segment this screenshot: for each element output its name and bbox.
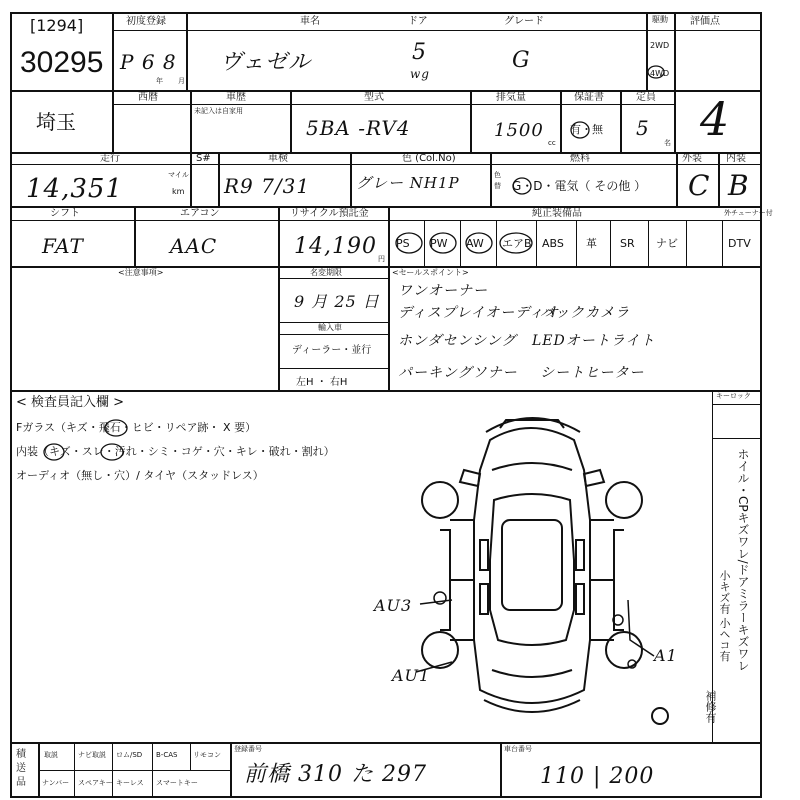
reg-no-label: 登録番号 bbox=[234, 745, 262, 753]
sales-point: シートヒーター bbox=[540, 365, 645, 381]
score-label: 評価点 bbox=[690, 16, 720, 27]
caution-label: <注意事項> bbox=[118, 268, 164, 277]
sales-label: <セールスポイント> bbox=[392, 268, 469, 277]
item-smart-key: スマートキー bbox=[156, 779, 198, 787]
name-change-label: 名変期限 bbox=[310, 268, 342, 277]
model-year-label: 西暦 bbox=[138, 92, 158, 103]
displacement: 1500 bbox=[494, 120, 544, 141]
equip-navi: ナビ bbox=[656, 237, 678, 250]
interior-label: 内装 bbox=[726, 153, 746, 164]
shift: FAT bbox=[42, 234, 84, 258]
exterior-label: 外装 bbox=[682, 153, 702, 164]
steering: 左H ・ 右H bbox=[296, 377, 348, 388]
item-spare-key: スペアキー bbox=[78, 779, 113, 787]
name-change: 9 月 25 日 bbox=[294, 292, 380, 311]
equip-ps: PS bbox=[396, 237, 410, 250]
lot-number: 30295 bbox=[20, 46, 104, 79]
item-navi-manual: ナビ取説 bbox=[78, 751, 106, 759]
year-unit: 年 bbox=[156, 77, 163, 85]
grade-label: グレード bbox=[504, 16, 544, 27]
color: グレー NH1P bbox=[356, 174, 460, 192]
inspector-line-1: Fガラス（キズ・飛石・ヒビ・リペア跡・ X 要） bbox=[16, 421, 257, 434]
mile-label: マイル bbox=[168, 171, 189, 179]
mileage-label: 走行 bbox=[100, 153, 120, 164]
equip-aw: AW bbox=[466, 237, 484, 250]
reg-no: 前橋 310 た 297 bbox=[244, 762, 427, 787]
history-label: 車歴 bbox=[226, 92, 246, 103]
drive-4wd: 4WD bbox=[650, 69, 670, 78]
interior: B bbox=[728, 169, 750, 202]
key-lock-label: キーロック bbox=[716, 392, 751, 400]
item-manual: 取説 bbox=[44, 751, 58, 759]
sales-point: ホンダセンシング bbox=[398, 333, 517, 349]
side-note-3: 補修有 bbox=[704, 690, 717, 723]
equip-dtv: DTV bbox=[728, 237, 751, 250]
lot-prefix: [1294] bbox=[30, 16, 84, 35]
cc-unit: cc bbox=[548, 139, 556, 147]
item-rom-sd: ロム/SD bbox=[116, 751, 143, 759]
item-number: ナンバー bbox=[42, 779, 70, 787]
import-dealer: ディーラー・並行 bbox=[292, 345, 372, 356]
damage-mark: AU1 bbox=[392, 666, 431, 685]
capacity-unit: 名 bbox=[664, 139, 671, 147]
recycle-label: リサイクル預託金 bbox=[290, 208, 369, 219]
side-note: ホイル・CPキズワレ/ドアミラーキズワレ bbox=[736, 448, 750, 672]
type-label: 型式 bbox=[364, 92, 384, 103]
first-reg-label: 初度登録 bbox=[126, 16, 166, 27]
fuel: G・D・電気（ その他 ） bbox=[512, 179, 647, 193]
displacement-label: 排気量 bbox=[496, 92, 526, 103]
ac: AAC bbox=[170, 234, 218, 258]
chassis: 110 | 200 bbox=[540, 764, 655, 789]
recycle: 14,190 bbox=[294, 234, 377, 259]
inspection: R9 7/31 bbox=[224, 174, 311, 198]
door-label: ドア bbox=[408, 16, 428, 27]
import-label: 輸入車 bbox=[318, 323, 342, 332]
month-unit: 月 bbox=[178, 77, 185, 85]
repaint: 色替 bbox=[494, 171, 501, 190]
inspection-label: 車検 bbox=[268, 153, 288, 164]
warranty: 有・無 bbox=[570, 123, 603, 136]
damage-mark: A1 bbox=[654, 646, 678, 665]
exterior: C bbox=[688, 169, 711, 202]
equip-sr: SR bbox=[620, 237, 635, 250]
doors: 5 bbox=[412, 40, 427, 65]
car-name-label: 車名 bbox=[300, 16, 320, 27]
item-remote: リモコン bbox=[193, 751, 221, 759]
equip-pw: PW bbox=[430, 237, 448, 250]
sales-point: LEDオートライト bbox=[532, 333, 656, 349]
equip-label: 純正装備品 bbox=[532, 208, 582, 219]
tuner-label: 外チューナー付 bbox=[724, 209, 773, 217]
mileage: 14,351 bbox=[26, 174, 123, 204]
chassis-label: 車台番号 bbox=[504, 745, 532, 753]
capacity-label: 定員 bbox=[636, 92, 656, 103]
item-keyless: キーレス bbox=[116, 779, 144, 787]
drive-2wd: 2WD bbox=[650, 41, 670, 50]
inspector-title: < 検査員記入欄 > bbox=[16, 395, 125, 410]
ac-label: エアコン bbox=[180, 208, 220, 219]
doors-sub: wg bbox=[410, 67, 430, 81]
inspector-line-2: 内装（キズ・スレ・汚れ・シミ・コゲ・穴・キレ・破れ・割れ） bbox=[16, 445, 335, 458]
items-label: 積送品 bbox=[16, 749, 26, 788]
fuel-label: 燃料 bbox=[570, 153, 590, 164]
sales-point: バックカメラ bbox=[540, 305, 630, 321]
sales-point: ワンオーナー bbox=[398, 283, 488, 299]
damage-mark: AU3 bbox=[374, 596, 413, 615]
sales-point: ディスプレイオーディオ bbox=[398, 305, 560, 321]
grade: G bbox=[512, 48, 531, 73]
sn-label: S# bbox=[196, 153, 211, 164]
region: 埼玉 bbox=[36, 110, 76, 134]
model-type: 5BA -RV4 bbox=[306, 116, 411, 140]
side-note-2: 小キズ有 小ヘコ有 bbox=[718, 570, 731, 662]
equip-leather: 革 bbox=[586, 237, 597, 250]
item-bcas: B-CAS bbox=[156, 751, 178, 759]
equip-abs: ABS bbox=[542, 237, 564, 250]
first-reg-value: P 6 8 bbox=[120, 50, 177, 74]
warranty-label: 保証書 bbox=[574, 92, 604, 103]
inspector-line-3: オーディオ（無し・穴）/ タイヤ（スタッドレス） bbox=[16, 469, 264, 482]
car-name: ヴェゼル bbox=[220, 50, 312, 75]
history-sub: 未記入は自家用 bbox=[194, 107, 243, 115]
drive-label: 駆動 bbox=[652, 15, 668, 24]
score: 4 bbox=[700, 92, 731, 146]
yen-unit: 円 bbox=[378, 255, 385, 263]
sales-point: パーキングソナー bbox=[398, 365, 518, 381]
capacity: 5 bbox=[636, 116, 650, 140]
shift-label: シフト bbox=[50, 208, 80, 219]
equip-airbag: エアB bbox=[502, 237, 532, 250]
color-label: 色 (Col.No) bbox=[402, 153, 456, 164]
km-label: km bbox=[172, 187, 185, 196]
